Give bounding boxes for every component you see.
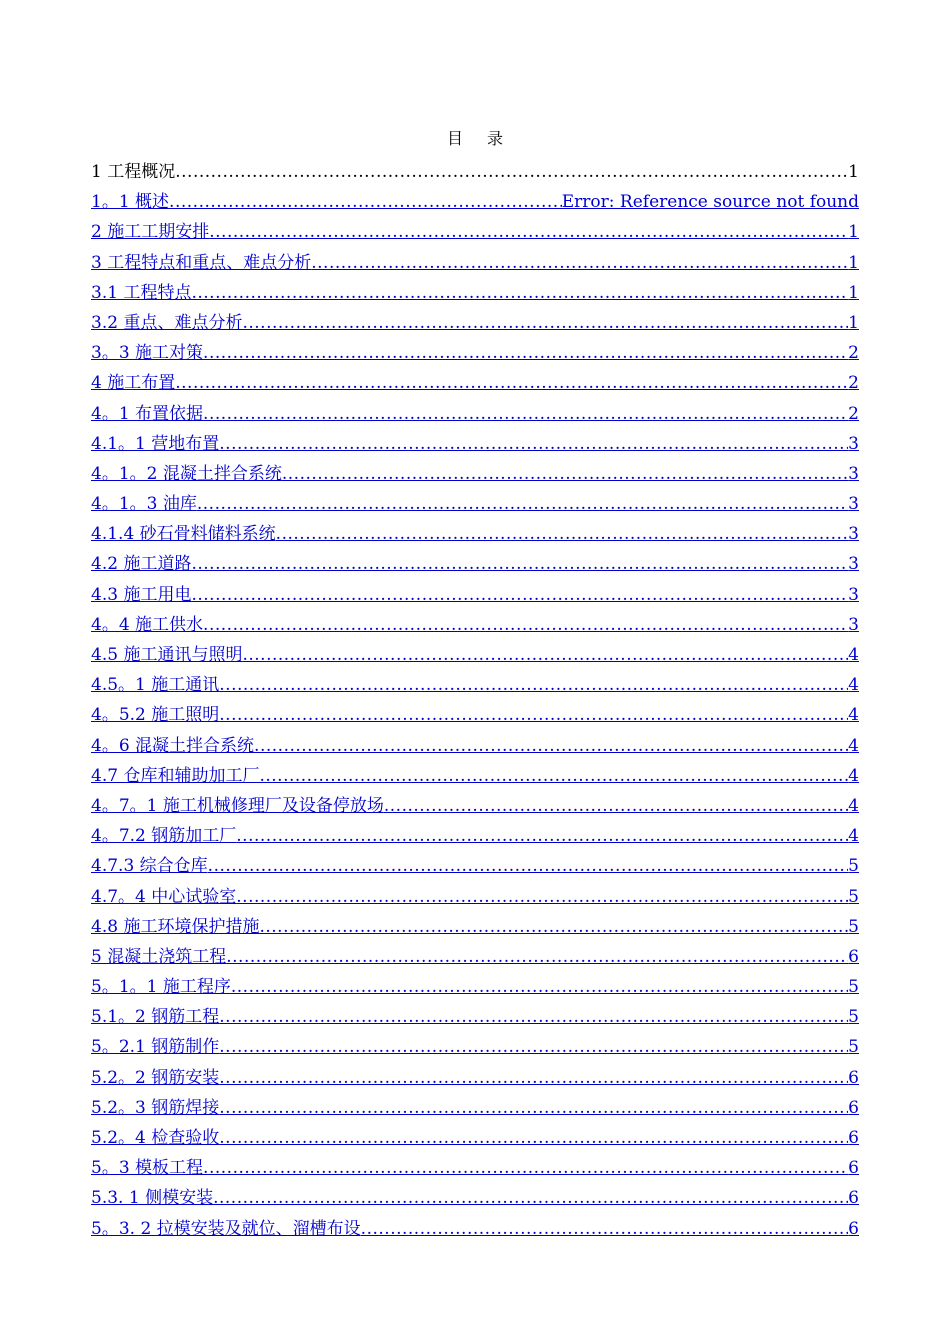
- toc-entry-page-number: 3: [848, 524, 859, 545]
- toc-entry-title: 5。1。1 施工程序: [91, 977, 231, 998]
- toc-entry-title: 4.7.3 综合仓库: [91, 856, 208, 877]
- toc-entry-title: 4。6 混凝土拌合系统: [91, 735, 255, 756]
- toc-dot-leader: [219, 1125, 848, 1151]
- toc-title: 目录: [446, 129, 527, 148]
- toc-entry-page-number: 4: [848, 795, 859, 816]
- toc-entry[interactable]: [91, 1185, 859, 1215]
- toc-entry-title: 4。1。2 混凝土拌合系统: [91, 463, 282, 484]
- toc-entry-title: 3。3 施工对策: [91, 343, 204, 364]
- toc-entry-page-number: 3: [848, 614, 859, 635]
- toc-entry[interactable]: [91, 491, 859, 521]
- toc-dot-leader: [282, 461, 848, 487]
- toc-entry[interactable]: [91, 1004, 859, 1034]
- toc-dot-leader: [191, 551, 848, 577]
- toc-entry-title: 5。3 模板工程: [91, 1158, 204, 1179]
- toc-entry[interactable]: [91, 733, 859, 763]
- toc-entry-page-number: 1: [848, 222, 859, 243]
- toc-dot-leader: [203, 340, 848, 366]
- toc-entry-page-number: 6: [848, 946, 859, 967]
- toc-entry-title: 3 工程特点和重点、难点分析: [91, 252, 312, 273]
- toc-entry[interactable]: [91, 219, 859, 249]
- toc-dot-leader: [191, 582, 848, 608]
- toc-entry[interactable]: [91, 310, 859, 340]
- toc-entry-title: 4.8 施工环境保护措施: [91, 916, 260, 937]
- toc-entry-page-number: 5: [848, 856, 859, 877]
- toc-dot-leader: [219, 702, 848, 728]
- toc-entry-title: 5.2。2 钢筋安装: [91, 1067, 220, 1088]
- toc-entry-title: 4。4 施工供水: [91, 614, 204, 635]
- toc-entry-title: 4.7。4 中心试验室: [91, 886, 237, 907]
- toc-entry-title: 3.1 工程特点: [91, 282, 192, 303]
- toc-dot-leader: [361, 1216, 849, 1242]
- toc-entry[interactable]: [91, 461, 859, 491]
- toc-entry-title: 4。7。1 施工机械修理厂及设备停放场: [91, 795, 384, 816]
- toc-entry-title: 4。1 布置依据: [91, 403, 204, 424]
- toc-dot-leader: [203, 1155, 848, 1181]
- toc-entry[interactable]: [91, 944, 859, 974]
- toc-entry[interactable]: [91, 582, 859, 612]
- toc-entry-title: 4.3 施工用电: [91, 584, 192, 605]
- toc-entry[interactable]: [91, 914, 859, 944]
- toc-entry-page-number: 1: [848, 162, 859, 182]
- toc-dot-leader: [219, 1095, 848, 1121]
- toc-dot-leader: [311, 250, 848, 276]
- toc-entry-title: 4。5.2 施工照明: [91, 705, 220, 726]
- toc-entry-page-number: 6: [848, 1097, 859, 1118]
- toc-entry[interactable]: [91, 340, 859, 370]
- toc-dot-leader: [259, 914, 848, 940]
- toc-dot-leader: [219, 431, 848, 457]
- toc-entry[interactable]: [91, 401, 859, 431]
- toc-entry[interactable]: [91, 280, 859, 310]
- toc-entry[interactable]: [91, 793, 859, 823]
- toc-entry-page-number: 4: [848, 675, 859, 696]
- toc-entry-page-number: 6: [848, 1158, 859, 1179]
- toc-entry-title: 4.1.4 砂石骨料储料系统: [91, 524, 276, 545]
- toc-entry[interactable]: [91, 702, 859, 732]
- toc-entry-page-number: 4: [848, 826, 859, 847]
- toc-dot-leader: [384, 793, 848, 819]
- toc-entry-title: 1 工程概况: [91, 162, 176, 182]
- toc-entry-title: 5.1。2 钢筋工程: [91, 1007, 220, 1028]
- toc-entry-title: 4 施工布置: [91, 373, 176, 394]
- toc-entry[interactable]: [91, 521, 859, 551]
- toc-entry-page-number: 2: [848, 343, 859, 364]
- toc-entry-title: 5。2.1 钢筋制作: [91, 1037, 220, 1058]
- table-of-contents: [91, 159, 859, 1246]
- toc-dot-leader: [219, 1034, 848, 1060]
- toc-entry-page-number: 6: [848, 1067, 859, 1088]
- toc-entry-page-number: 3: [848, 433, 859, 454]
- toc-entry-page-number: 4: [848, 735, 859, 756]
- toc-entry-page-number: 4: [848, 765, 859, 786]
- toc-entry: [91, 159, 859, 189]
- toc-entry-page-number: 4: [848, 705, 859, 726]
- toc-entry[interactable]: [91, 370, 859, 400]
- toc-entry[interactable]: [91, 189, 859, 219]
- toc-entry-page-number: 1: [848, 252, 859, 273]
- toc-entry-page-number: 4: [848, 645, 859, 665]
- toc-entry-title: 2 施工工期安排: [91, 222, 210, 243]
- toc-dot-leader: [175, 159, 848, 185]
- toc-entry-page-number: 3: [848, 584, 859, 605]
- toc-entry-page-number: 1: [848, 312, 859, 333]
- toc-entry-page-number: 3: [848, 554, 859, 575]
- toc-dot-leader: [213, 1185, 848, 1211]
- toc-entry-title: 5.2。4 检查验收: [91, 1128, 220, 1148]
- toc-entry[interactable]: [91, 250, 859, 280]
- toc-entry[interactable]: [91, 672, 859, 702]
- toc-dot-leader: [203, 612, 848, 638]
- toc-entry[interactable]: [91, 1125, 859, 1155]
- toc-dot-leader: [254, 733, 848, 759]
- toc-dot-leader: [242, 642, 848, 668]
- toc-entry[interactable]: [91, 884, 859, 914]
- toc-entry[interactable]: [91, 431, 859, 461]
- toc-entry-page-number: 2: [848, 403, 859, 424]
- toc-dot-leader: [236, 823, 848, 849]
- toc-dot-leader: [203, 401, 848, 427]
- toc-entry[interactable]: [91, 853, 859, 883]
- toc-entry-page-number: 5: [848, 916, 859, 937]
- toc-dot-leader: [231, 974, 848, 1000]
- toc-entry-title: 1。1 概述: [91, 192, 170, 213]
- toc-dot-leader: [226, 944, 848, 970]
- toc-entry-page-number: 6: [848, 1128, 859, 1148]
- toc-entry-title: 5。3. 2 拉模安装及就位、溜槽布设: [91, 1218, 361, 1239]
- toc-dot-leader: [208, 853, 849, 879]
- toc-entry-title: 5.2。3 钢筋焊接: [91, 1097, 220, 1118]
- toc-dot-leader: [169, 189, 562, 215]
- toc-entry[interactable]: [91, 551, 859, 581]
- toc-dot-leader: [236, 884, 848, 910]
- toc-entry[interactable]: [91, 823, 859, 853]
- toc-entry[interactable]: [91, 1034, 859, 1064]
- toc-entry-title: 4。1。3 油库: [91, 494, 197, 515]
- toc-entry[interactable]: [91, 1095, 859, 1125]
- toc-dot-leader: [219, 1065, 848, 1091]
- toc-entry-title: 5.3. 1 侧模安装: [91, 1188, 214, 1209]
- toc-dot-leader: [219, 1004, 848, 1030]
- toc-dot-leader: [242, 310, 848, 336]
- toc-entry-page-number: 3: [848, 494, 859, 515]
- toc-entry[interactable]: [91, 1155, 859, 1185]
- toc-dot-leader: [219, 672, 848, 698]
- toc-entry[interactable]: [91, 974, 859, 1004]
- toc-entry[interactable]: [91, 612, 859, 642]
- toc-entry-page-number: 1: [848, 282, 859, 303]
- toc-entry-page-number: 6: [848, 1188, 859, 1209]
- toc-dot-leader: [175, 370, 848, 396]
- toc-dot-leader: [276, 521, 849, 547]
- toc-entry[interactable]: [91, 1065, 859, 1095]
- toc-entry-page-number: 3: [848, 463, 859, 484]
- toc-dot-leader: [197, 491, 848, 517]
- toc-entry-title: 4.2 施工道路: [91, 554, 192, 575]
- toc-entry-title: 5 混凝土浇筑工程: [91, 946, 227, 967]
- toc-dot-leader: [259, 763, 848, 789]
- toc-entry[interactable]: [91, 763, 859, 793]
- toc-dot-leader: [209, 219, 848, 245]
- toc-entry-title: 4.7 仓库和辅助加工厂: [91, 765, 260, 786]
- toc-entry-title: 4.5 施工通讯与照明: [91, 645, 243, 665]
- toc-dot-leader: [191, 280, 848, 306]
- toc-entry-title: 4.1。1 营地布置: [91, 433, 220, 454]
- toc-entry-title: 3.2 重点、难点分析: [91, 312, 243, 333]
- toc-entry[interactable]: [91, 1216, 859, 1246]
- toc-entry-page-number: 6: [848, 1218, 859, 1239]
- toc-entry-page-number: 5: [848, 886, 859, 907]
- toc-entry-page-number: 5: [848, 1037, 859, 1058]
- toc-entry-title: 4.5。1 施工通讯: [91, 675, 220, 696]
- toc-entry[interactable]: [91, 642, 859, 672]
- toc-entry-page-number: 5: [848, 977, 859, 998]
- toc-entry-page-number: 2: [848, 373, 859, 394]
- toc-entry-page-number: 5: [848, 1007, 859, 1028]
- toc-entry-title: 4。7.2 钢筋加工厂: [91, 826, 237, 847]
- toc-entry-page-number: Error: Reference source not found: [561, 192, 859, 213]
